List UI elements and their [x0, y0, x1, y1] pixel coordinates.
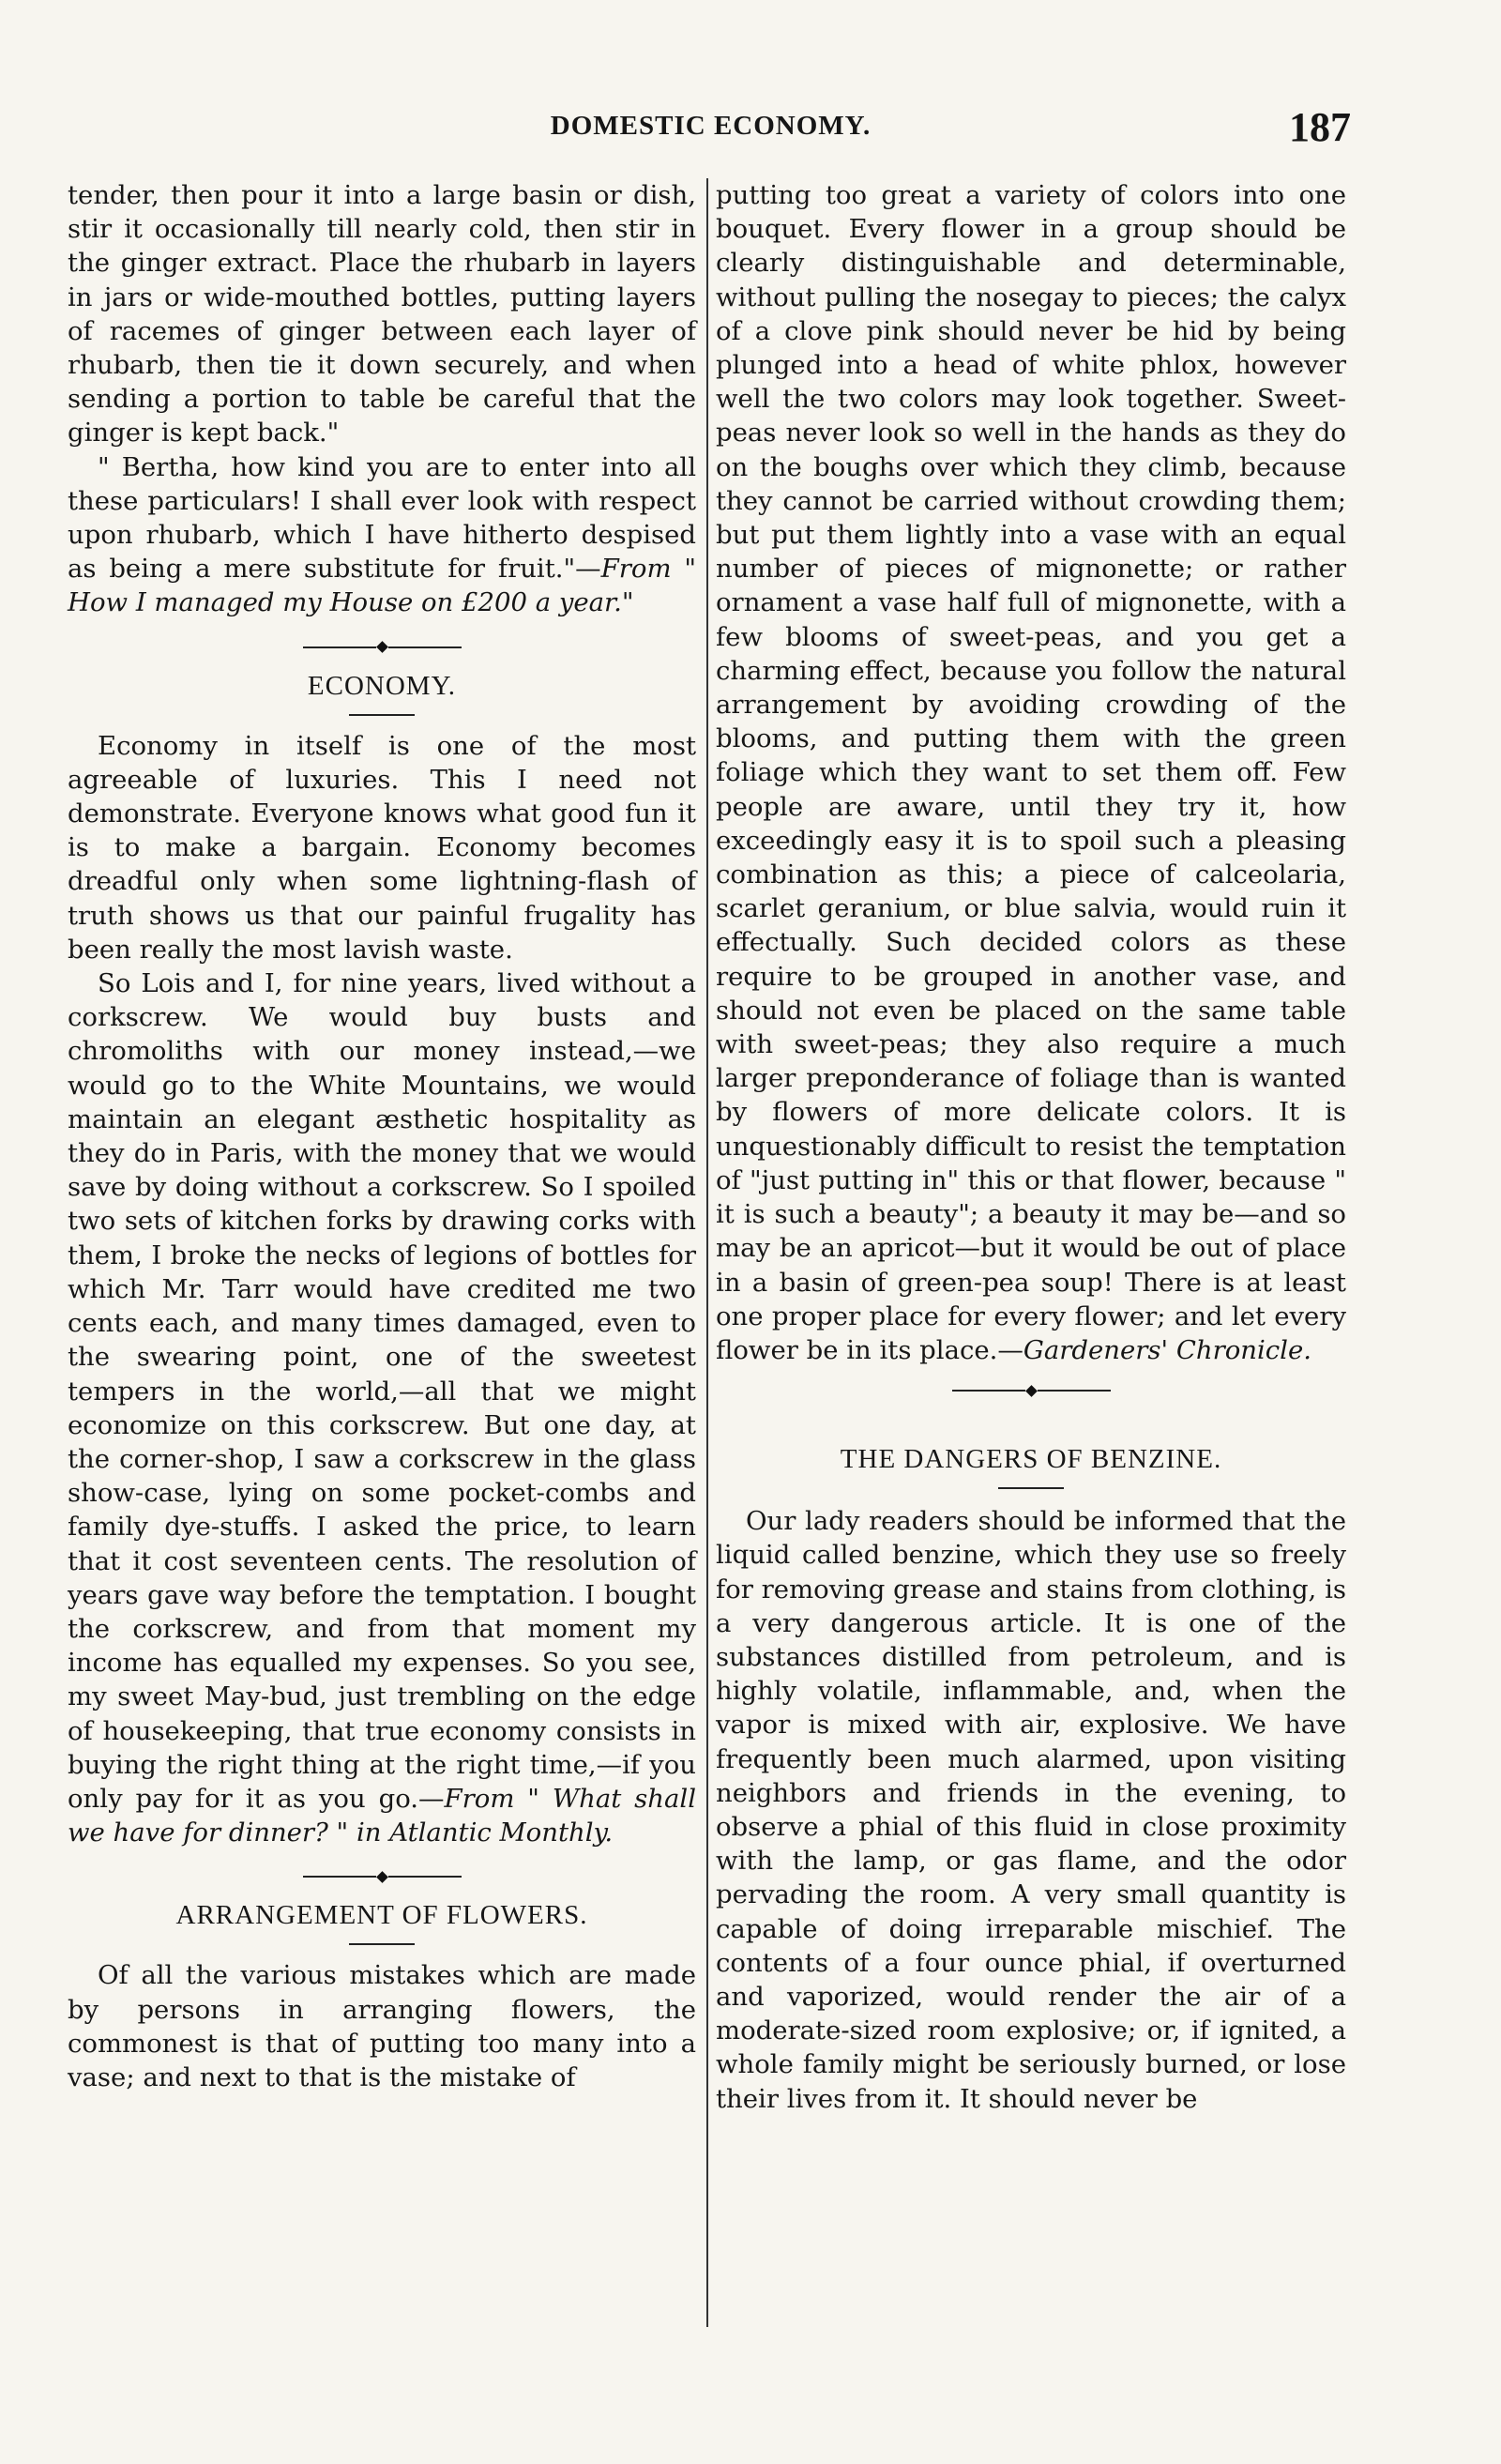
- section-separator: [68, 1863, 696, 1891]
- benzine-heading: THE DANGERS OF BENZINE.: [840, 1444, 1222, 1475]
- heading-rule: [349, 1943, 415, 1945]
- flowers-paragraph-continued: [716, 178, 1346, 1367]
- right-column: [716, 178, 1346, 2116]
- economy-heading: ECONOMY.: [307, 670, 457, 701]
- flowers-source: Gardeners' Chronicle.: [1023, 1334, 1311, 1365]
- running-title: DOMESTIC ECONOMY.: [550, 111, 872, 141]
- heading-rule: [998, 1487, 1064, 1489]
- bertha-paragraph: [68, 450, 696, 620]
- section-separator: [716, 1376, 1346, 1405]
- economy-paragraph-2-text: So Lois and I, for nine years, lived without a corkscrew. We would buy busts and chromoliths with our money instead,—we would go to the White Mountains, we would maintain an elegant æsthetic hospitality as they do in Paris, with the money that we would save by doing without a corkscrew. So I spoiled two sets of kitchen forks by drawing corks with them, I broke the necks of legions of bottles for which Mr. Tarr would have credited me two cents each, and many times damaged, even to the swearing point, one of the sweetest tempers in the world,—all that we might economize on this corkscrew. But one day, at the corner-shop, I saw a corkscrew in the glass show-case, lying on some pocket-combs and family dye-stuffs. I asked the price, to learn that it cost seventeen cents. The resolution of years gave way before the temptation. I bought the corkscrew, and from that moment my income has equalled my expenses. So you see, my sweet May-bud, just trembling on the edge of housekeeping, that true economy consists in buying the right thing at the right time,—if you only pay for it as you go.—: [68, 968, 696, 1814]
- section-separator: [68, 633, 696, 662]
- rhubarb-paragraph-end: tender, then pour it into a large basin or dish, stir it occasionally till nearly cold, then stir in the ginger extract. Place the rhubarb in layers in jars or wide-mouthed bottles, putting layers of racemes of ginger between each layer of rhubarb, then tie it down securely, and when sending a portion to table be careful that the ginger is kept back.": [68, 180, 696, 449]
- page-number: 187: [1289, 104, 1351, 150]
- economy-paragraph-1: Economy in itself is one of the most agreeable of luxuries. This I need not demonstrate. Everyone knows what good fun it is to make a bargain. Economy becomes dreadful only when some lightning-flash of truth shows us that our painful frugality has been really the most lavish waste.: [68, 730, 696, 965]
- flowers-continued-text: putting too great a variety of colors into one bouquet. Every flower in a group should be clearly distinguishable and determinable, without pulling the nosegay to pieces; the calyx of a clove pink should never be hid by being plunged into a head of white phlox, however well the two colors may look together. Sweet-peas never look so well in the hands as they do on the boughs over which they climb, because they cannot be carried without crowding them; but put them lightly into a vase with an equal number of pieces of mignonette; or rather ornament a vase half full of mignonette, with a few blooms of sweet-peas, and you get a charming effect, because you follow the natural arrangement by avoiding crowding of the blooms, and putting them with the green foliage which they want to set them off. Few people are aware, until they try it, how exceedingly easy it is to spoil such a pleasing combination as this; a piece of calceolaria, scarlet geranium, or blue salvia, would ruin it effectually. Such decided colors as these require to be grouped in another vase, and should not even be placed on the same table with sweet-peas; they also require a much larger preponderance of foliage than is wanted by flowers of more delicate colors. It is unquestionably difficult to resist the temptation of "just putting in" this or that flower, because " it is such a beauty"; a beauty it may be—and so may be an apricot—but it would be out of place in a basin of green-pea soup! There is at least one proper place for every flower; and let every flower be in its place.—: [716, 180, 1346, 1365]
- bertha-text: " Bertha, how kind you are to enter into all these particulars! I shall ever look with respect upon rhubarb, which I have hitherto despised as being a mere substitute for fruit."—: [68, 451, 696, 585]
- economy-source: From " What shall we have for dinner? " in Atlantic Monthly.: [68, 1783, 696, 1848]
- heading-rule: [349, 714, 415, 716]
- page-header: [70, 103, 1351, 160]
- benzine-paragraph-1: Our lady readers should be informed that the liquid called benzine, which they use so freely for removing grease and stains from clothing, is a very dangerous article. It is one of the substances distilled from petroleum, and is highly volatile, inflammable, and, when the vapor is mixed with air, explosive. We have frequently been much alarmed, upon visiting neighbors and friends in the evening, to observe a phial of this fluid in close proximity with the lamp, or gas flame, and the odor pervading the room. A very small quantity is capable of doing irreparable mischief. The contents of a four ounce phial, if overturned and vaporized, would render the air of a moderate-sized room explosive; or, if ignited, a whole family might be seriously burned, or lose their lives from it. It should never be: [716, 1506, 1346, 2114]
- flowers-heading: ARRANGEMENT OF FLOWERS.: [175, 1900, 588, 1931]
- economy-paragraph-2: [68, 966, 696, 1849]
- bertha-source: From " How I managed my House on £200 a year.": [68, 554, 696, 618]
- flowers-paragraph-1: Of all the various mistakes which are made by persons in arranging flowers, the commonest is that of putting too many into a vase; and next to that is the mistake of: [68, 1960, 696, 2092]
- left-column: [68, 178, 696, 2094]
- column-divider: [706, 178, 708, 2327]
